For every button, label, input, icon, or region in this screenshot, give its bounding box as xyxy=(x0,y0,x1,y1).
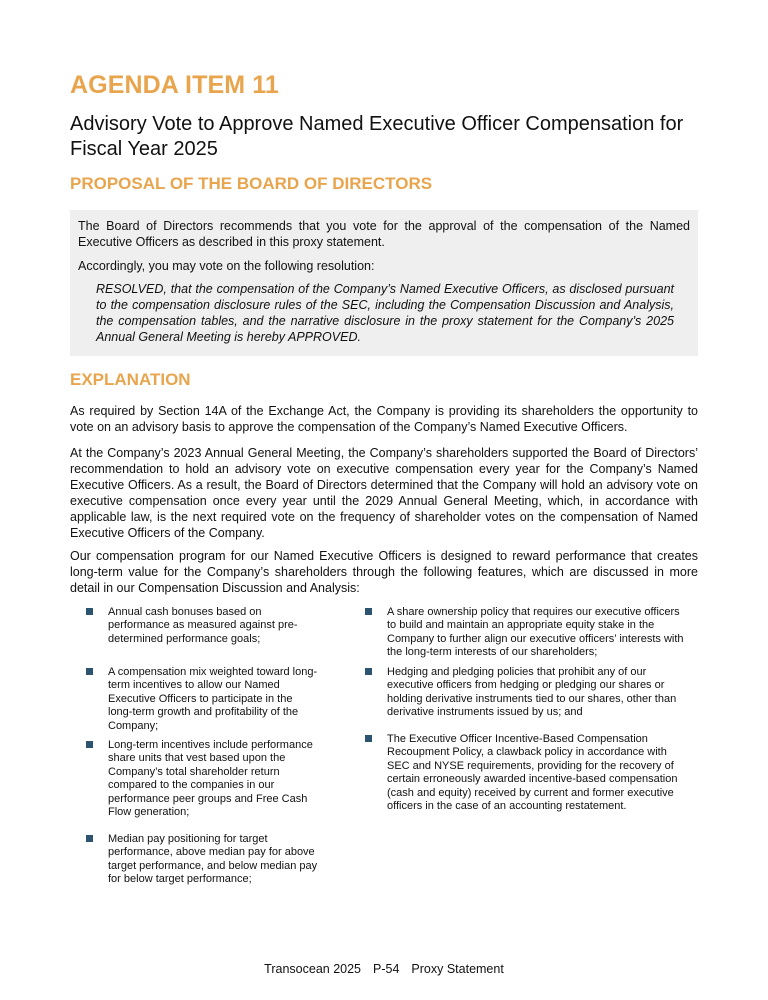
explanation-heading: EXPLANATION xyxy=(70,370,191,389)
board-recommendation-text: The Board of Directors recommends that you vote for the approval of the compensation of the Named Executive Officers as described in this proxy statement. xyxy=(78,219,690,249)
explanation-paragraph: At the Company’s 2023 Annual General Meeting, the Company’s shareholders supported the Board of Directors’ recommendation to hold an advisory vote on executive compensation every year for the Company’s Named Executive Officers. As a result, the Board of Directors determined that the Company will hold an advisory vote on executive compensation once every year until the 2029 Annual General Meeting, which, in accordance with applicable law, is the next required vote on the frequency of shareholder votes on the compensation of Named Executive Officers of the Company. xyxy=(70,446,698,540)
square-bullet-icon xyxy=(365,735,372,742)
bullet-text: Hedging and pledging policies that prohibit any of our executive officers from hedging or pledging our shares or holding derivative instruments tied to our shares, other than derivative instruments issued by us; and xyxy=(387,666,677,719)
explanation-paragraph: As required by Section 14A of the Exchange Act, the Company is providing its shareholders the opportunity to vote on an advisory basis to approve the compensation of the Company’s Named Executive Officers. xyxy=(70,404,698,434)
explanation-paragraph: Our compensation program for our Named Executive Officers is designed to reward performance that creates long-term value for the Company’s shareholders through the following features, which are discussed in more detail in our Compensation Discussion and Analysis: xyxy=(70,549,698,595)
page-footer xyxy=(0,962,768,976)
footer-document-name: Proxy Statement xyxy=(411,962,504,976)
bullet-text: A share ownership policy that requires our executive officers to build and maintain an appropriate equity stake in the Company to further align our executive officers’ interests with the long-term interests of our shareholders; xyxy=(387,606,684,659)
bullet-text: Median pay positioning for target performance, above median pay for above target performance, and below median pay for below target performance; xyxy=(108,833,318,886)
bullet-text: The Executive Officer Incentive-Based Compensation Recoupment Policy, a clawback policy in accordance with SEC and NYSE requirements, providing for the recovery of certain erroneously awarded incentive-based compensation (cash and equity) received by current and former executive officers in the case of an accounting restatement. xyxy=(387,733,678,813)
page-subtitle: Advisory Vote to Approve Named Executive Officer Compensation for Fiscal Year 2025 xyxy=(70,113,684,160)
footer-company: Transocean 2025 xyxy=(264,962,361,976)
proposal-heading: PROPOSAL OF THE BOARD OF DIRECTORS xyxy=(70,174,433,193)
square-bullet-icon xyxy=(86,741,93,748)
square-bullet-icon xyxy=(365,608,372,615)
square-bullet-icon xyxy=(86,608,93,615)
footer-page-number: P-54 xyxy=(373,962,400,976)
square-bullet-icon xyxy=(86,668,93,675)
accordingly-text: Accordingly, you may vote on the following resolution: xyxy=(78,259,375,273)
recommendation-box xyxy=(70,210,698,356)
square-bullet-icon xyxy=(365,668,372,675)
agenda-item-title: AGENDA ITEM 11 xyxy=(70,71,279,99)
resolution-text: RESOLVED, that the compensation of the Company’s Named Executive Officers, as disclosed pursuant to the compensation disclosure rules of the SEC, including the Compensation Discussion and Analysis, the compensation tables, and the narrative disclosure in the proxy statement for the Company’s 2025 Annual General Meeting is hereby APPROVED. xyxy=(96,282,674,344)
bullet-text: Long-term incentives include performance share units that vest based upon the Company’s total shareholder return compared to the companies in our performance peer groups and Free Cash Flow generation; xyxy=(108,739,313,819)
bullet-text: A compensation mix weighted toward long-term incentives to allow our Named Executive Officers to participate in the long-term growth and profitability of the Company; xyxy=(108,666,318,732)
bullet-text: Annual cash bonuses based on performance as measured against pre-determined performance goals; xyxy=(108,606,298,645)
square-bullet-icon xyxy=(86,835,93,842)
